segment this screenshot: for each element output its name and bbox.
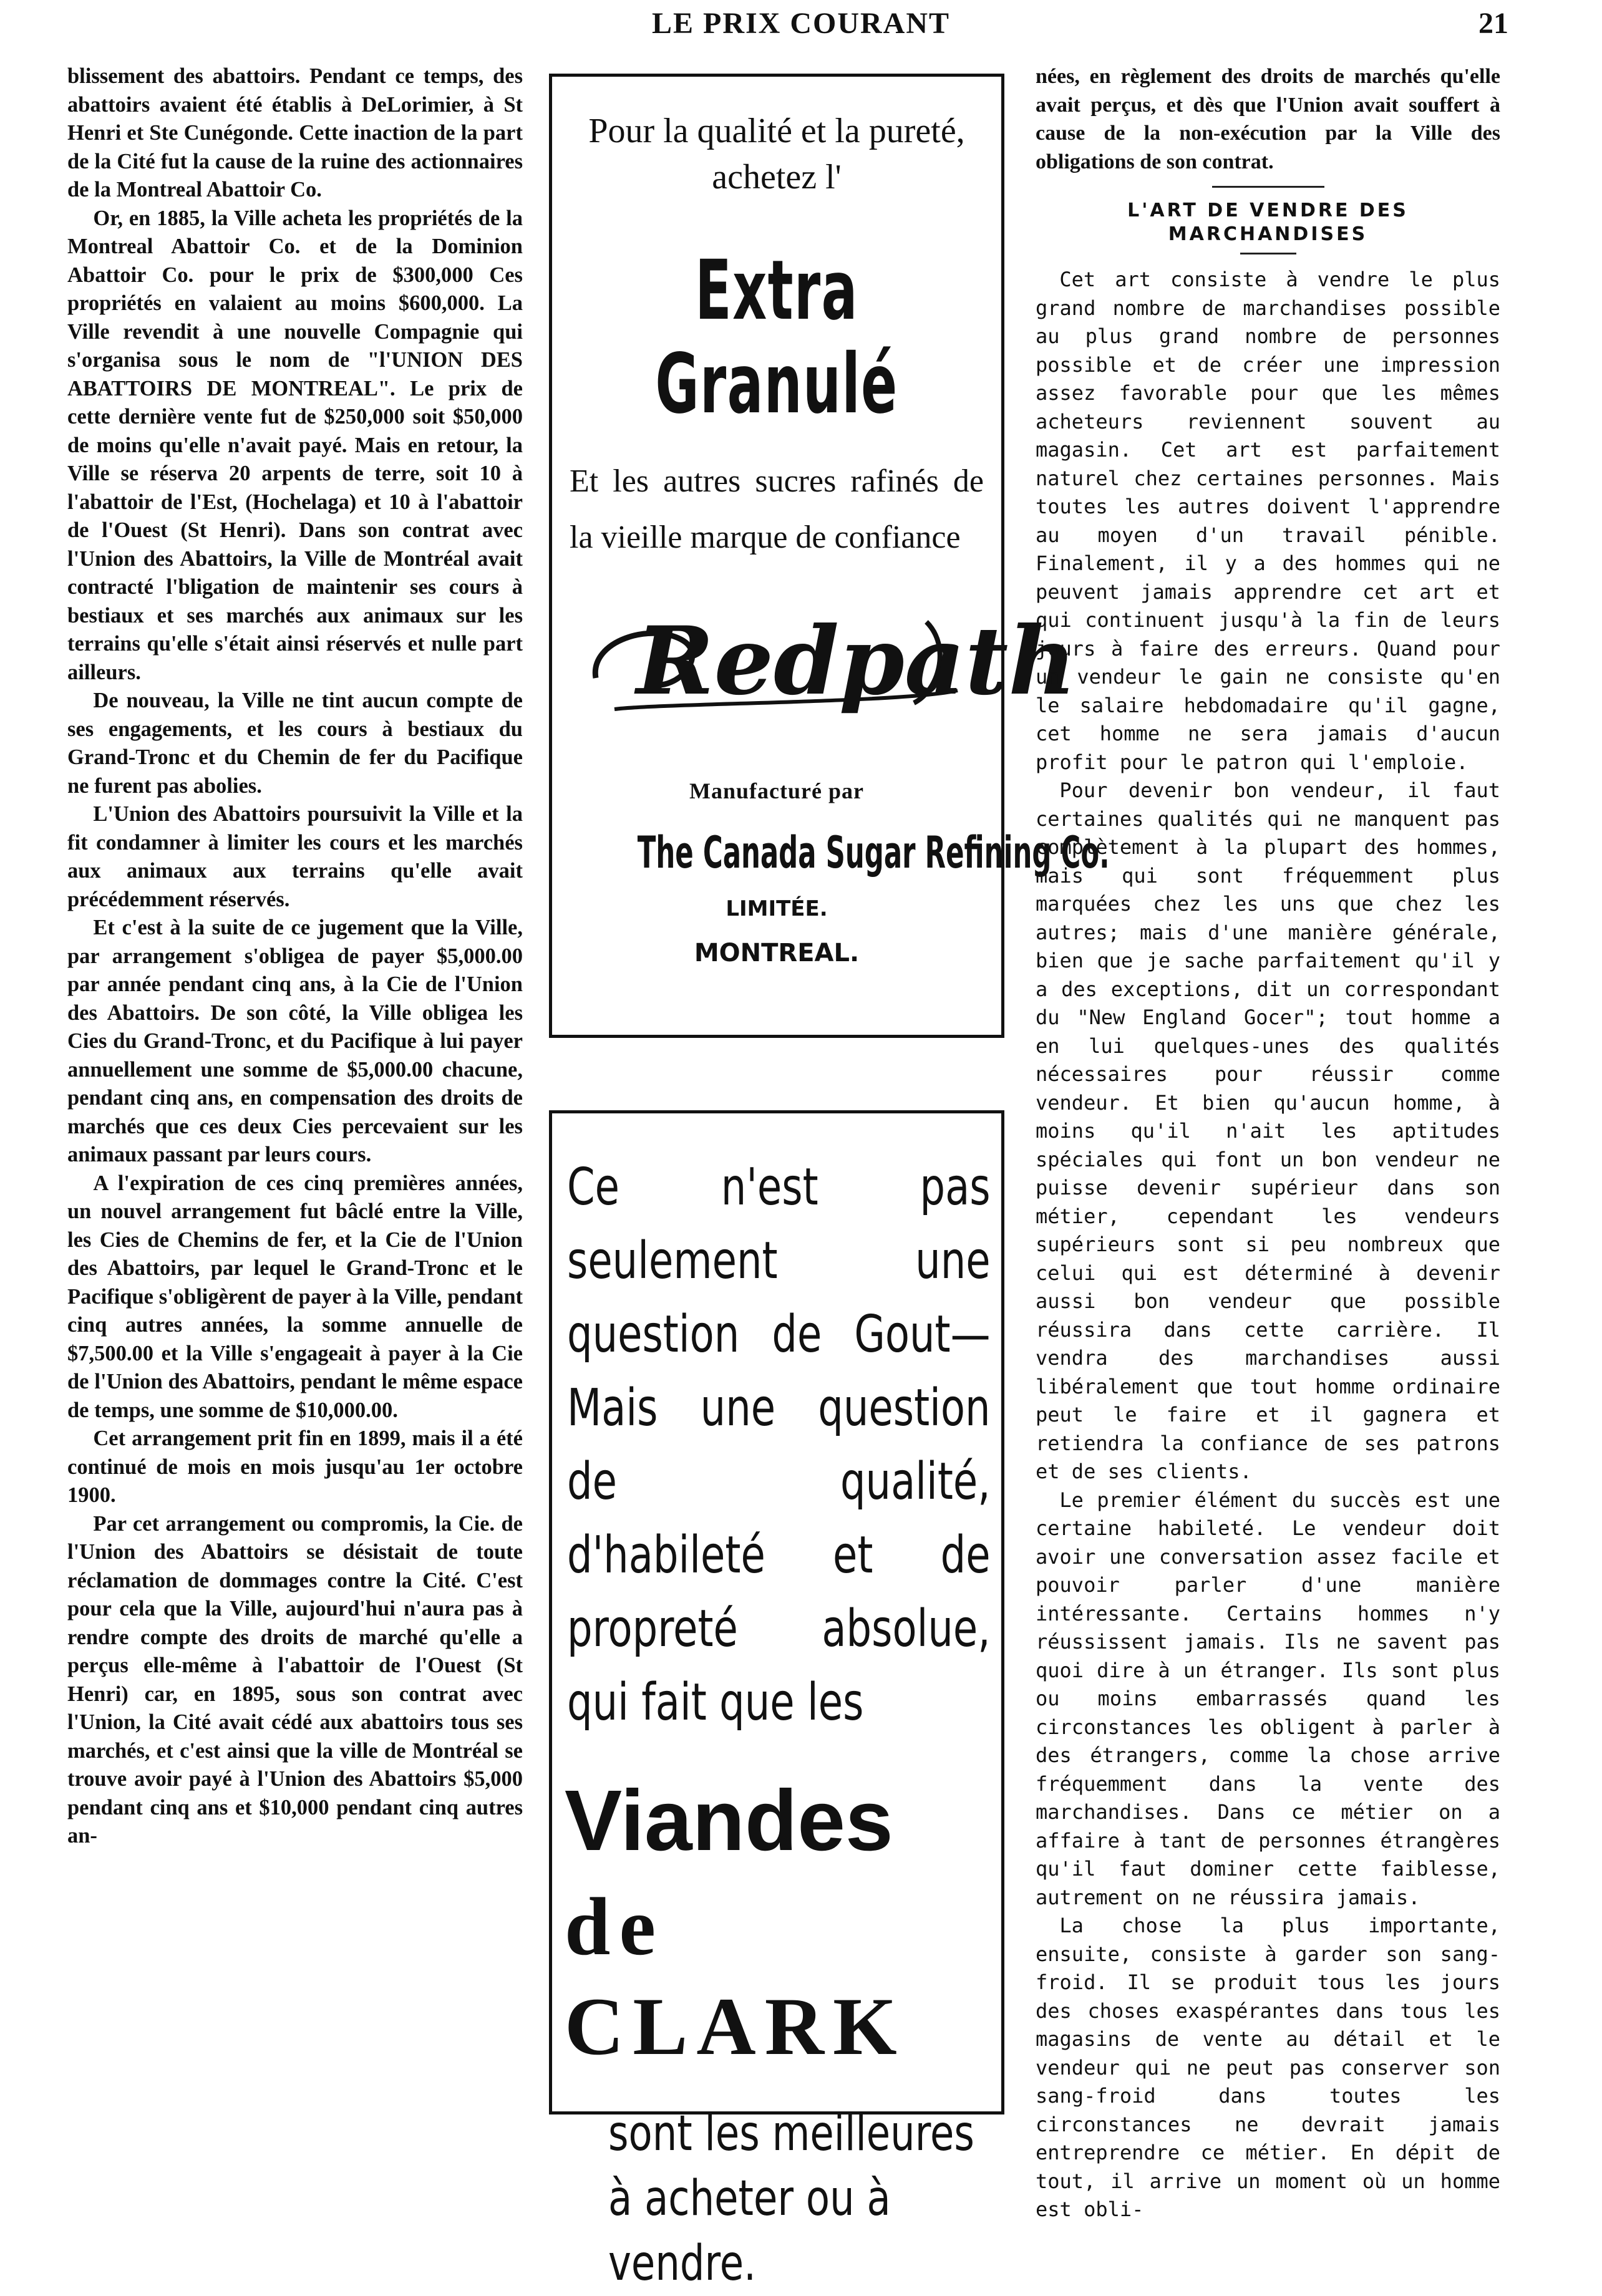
ad-closing-text: sont les meilleures à acheter ou à vendre. xyxy=(608,2106,974,2292)
article-paragraph: A l'expiration de ces cinq premières années, un nouvel arrangement fut bâclé entre la Ville, les Cies de Chemins de fer, et la Cie de l'Union des Abattoirs, par lequel le Grand-Tronc et le Pacifique s'obligèrent de payer à la Ville, pendant cinq autres années, la somme annuelle de $7,500.00 et la Ville s'engageait à payer à la Cie de l'Union des Abattoirs, pendant le même espace de temps, une somme de $10,000.00. xyxy=(67,1171,523,1422)
ad-company-name: The Canada Sugar Refining Co. xyxy=(637,827,1110,878)
article-paragraph: Et c'est à la suite de ce jugement que la Ville, par arrangement s'obligea de payer $5,000.00 par année pendant cinq ans, à la Cie de l'Union des Abattoirs. De son côté, la Ville obligea les Cies du Grand-Tronc, et du Pacifique à lui payer annuellement une somme de $5,000.00 chacune, pendant cinq ans, en compensation des droits de marchés que ces deux Cies percevaient sur les animaux passant par leurs cours. xyxy=(67,916,523,1166)
article-paragraph: nées, en règlement des droits de marchés qu'elle avait perçus, et dès que l'Union avait souffert à cause de la non-exécution par la Ville des obligations de son contrat. xyxy=(1036,65,1500,173)
article-paragraph: L'Union des Abattoirs poursuivit la Ville et la fit condamner à limiter les cours et les marchés aux animaux aux terrains qu'elle avait précédemment réservés. xyxy=(67,802,523,911)
section-divider xyxy=(1212,186,1324,188)
clark-meats-advertisement xyxy=(549,1110,1004,2292)
ad-headline: Pour la qualité et la pureté, xyxy=(588,112,965,150)
article-paragraph: blissement des abattoirs. Pendant ce temps, des abattoirs avaient été établis à DeLorimier, à St Henri et Ste Cunégonde. Cette inaction de la part de la Cité fut la cause de la ruine des actionnaires de la Montreal Abattoir Co. xyxy=(67,64,523,201)
article-paragraph: La chose la plus importante, ensuite, consiste à garder son sang-froid. Il se produit tous les jours des choses exaspérantes dans tous les magasins de vente au détail et le vendeur qui ne peut pas conserver son sang-froid dans toutes les circonstances ne devrait jamais entreprendre ce métier. En dépit de tout, il arrive un moment où un homme est obli- xyxy=(1036,1914,1500,2221)
ad-headline-2: achetez l' xyxy=(712,158,842,196)
right-article-column xyxy=(1036,62,1500,2224)
ad-headline: Ce n'est pas seulement une question de Gout—Mais une question de qualité, d'habileté et de propreté absolue, qui fait que les xyxy=(567,1158,991,1732)
article-paragraph: De nouveau, la Ville ne tint aucun compte de ses engagements, et les cours à bestiaux du Grand-Tronc et du Chemin de fer du Pacifique ne furent pas abolies. xyxy=(67,689,523,798)
article-paragraph: Or, en 1885, la Ville acheta les propriétés de la Montreal Abattoir Co. et de la Dominion Abattoir Co. pour le prix de $300,000 Ces propriétés en valaient au moins $600,000. La Ville revendit à une nouvelle Compagnie qui s'organisa sous le nom de "l'UNION DES ABATTOIRS DE MONTREAL". Le prix de cette dernière vente fut de $250,000 soit $50,000 de moins qu'elle n'avait payé. Mais en retour, la Ville se réserva 20 arpents de terre, soit 10 à l'abattoir de l'Est, (Hochelaga) et 10 à l'abattoir de l'Ouest (St Henri). Dans son contrat avec l'Union des Abattoirs, la Ville de Montréal avait contracté l'bligation de maintenir ses cours à bestiaux et ses marchés aux animaux sur les terrains qu'elle s'était ainsi réservés et nulle part ailleurs. xyxy=(67,206,523,684)
section-title: L'ART DE VENDRE DES MARCHANDISES xyxy=(1127,200,1409,245)
redpath-sugar-advertisement xyxy=(549,74,1110,1038)
article-paragraph: Par cet arrangement ou compromis, la Cie. de l'Union des Abattoirs se désistait de toute réclamation de dommages contre la Cité. C'est pour cela que la Ville, aujourd'hui n'aura pas à rendre compte des droits de marché qu'elle a perçus elle-même à l'abattoir de l'Ouest (St Henri) car, en 1895, sous son contrat avec l'Union, la Cité avait cédé aux abattoirs tous ses marchés, et c'est ainsi que la ville de Montréal se trouve avoir payé à l'Union des Abattoirs $5,000 pendant cinq ans et $10,000 pendant cinq autres an- xyxy=(67,1511,523,1848)
page-header xyxy=(0,0,1602,50)
publication-title: LE PRIX COURANT xyxy=(651,7,951,40)
redpath-script-logo-icon xyxy=(577,584,1077,734)
left-article-column xyxy=(67,62,523,1851)
ad-product-name: Viandes xyxy=(565,1773,893,1869)
ad-product-name: Extra Granulé xyxy=(655,243,898,432)
ad-tagline: Et les autres sucres rafinés de la vieille marque de confiance xyxy=(570,463,984,555)
ad-manufactured-by: Manufacturé par xyxy=(689,778,864,803)
ad-company-city: MONTREAL. xyxy=(694,939,860,967)
article-paragraph: Le premier élément du succès est une certaine habileté. Le vendeur doit avoir une conversation assez facile et pouvoir parler d'une manière intéressante. Certains hommes n'y réussissent jamais. Ils ne savent pas quoi dire à un étranger. Ils sont plus ou moins embarrassés quand les circonstances les obligent à parler à des étrangers, comme la chose arrive fréquemment dans la vente des marchandises. Dans ce métier on a affaire à tant de personnes étrangères qu'il faut dominer cette faiblesse, autrement on ne réussira jamais. xyxy=(1036,1488,1500,1909)
section-divider xyxy=(1240,253,1296,254)
article-paragraph: Cet art consiste à vendre le plus grand nombre de marchandises possible au plus grand nombre de personnes possible et de créer une impression assez favorable pour que les mêmes acheteurs reviennent souvent au magasin. Cet art est parfaitement naturel chez certaines personnes. Mais toutes les autres doivent l'apprendre au moyen d'un travail pénible. Finalement, il y a des hommes qui ne peuvent jamais apprendre cet art et qui continuent jusqu'à la fin de leurs jours à faire des erreurs. Quand pour un vendeur le gain ne consiste qu'en le salaire hebdomadaire qu'il gagne, cet homme ne sera jamais d'aucun profit pour le patron qui l'emploie. xyxy=(1036,268,1500,774)
redpath-logo-text: Redpath xyxy=(636,606,1077,716)
redpath-logo xyxy=(552,584,1077,734)
ad-company-limited: LIMITÉE. xyxy=(726,896,828,921)
ad-brand-name: de CLARK xyxy=(565,1881,906,2072)
article-paragraph: Cet arrangement prit fin en 1899, mais il a été continué de mois en mois jusqu'au 1er octobre 1900. xyxy=(67,1427,523,1507)
page-number: 21 xyxy=(1478,7,1508,40)
article-paragraph: Pour devenir bon vendeur, il faut certaines qualités qui ne manquent pas complètement à la plupart des hommes, mais qui sont fréquemment plus marquées chez les uns que chez les autres; mais d'une manière générale, bien que je sache parfaitement qu'il y a des exceptions, dit un correspondant du "New England Gocer"; tout homme a en lui quelques-unes des qualités nécessaires pour réussir comme vendeur. Et bien qu'aucun homme, à moins qu'il n'ait les aptitudes spéciales qui font un bon vendeur ne puisse devenir supérieur dans son métier, cependant les vendeurs supérieurs sont si peu nombreux que celui qui est déterminé à devenir aussi bon vendeur que possible réussira dans cette carrière. Il vendra des marchandises aussi libéralement que tout homme ordinaire peut le faire et il gagnera et retiendra la confiance de ses patrons et de ses clients. xyxy=(1036,778,1500,1483)
